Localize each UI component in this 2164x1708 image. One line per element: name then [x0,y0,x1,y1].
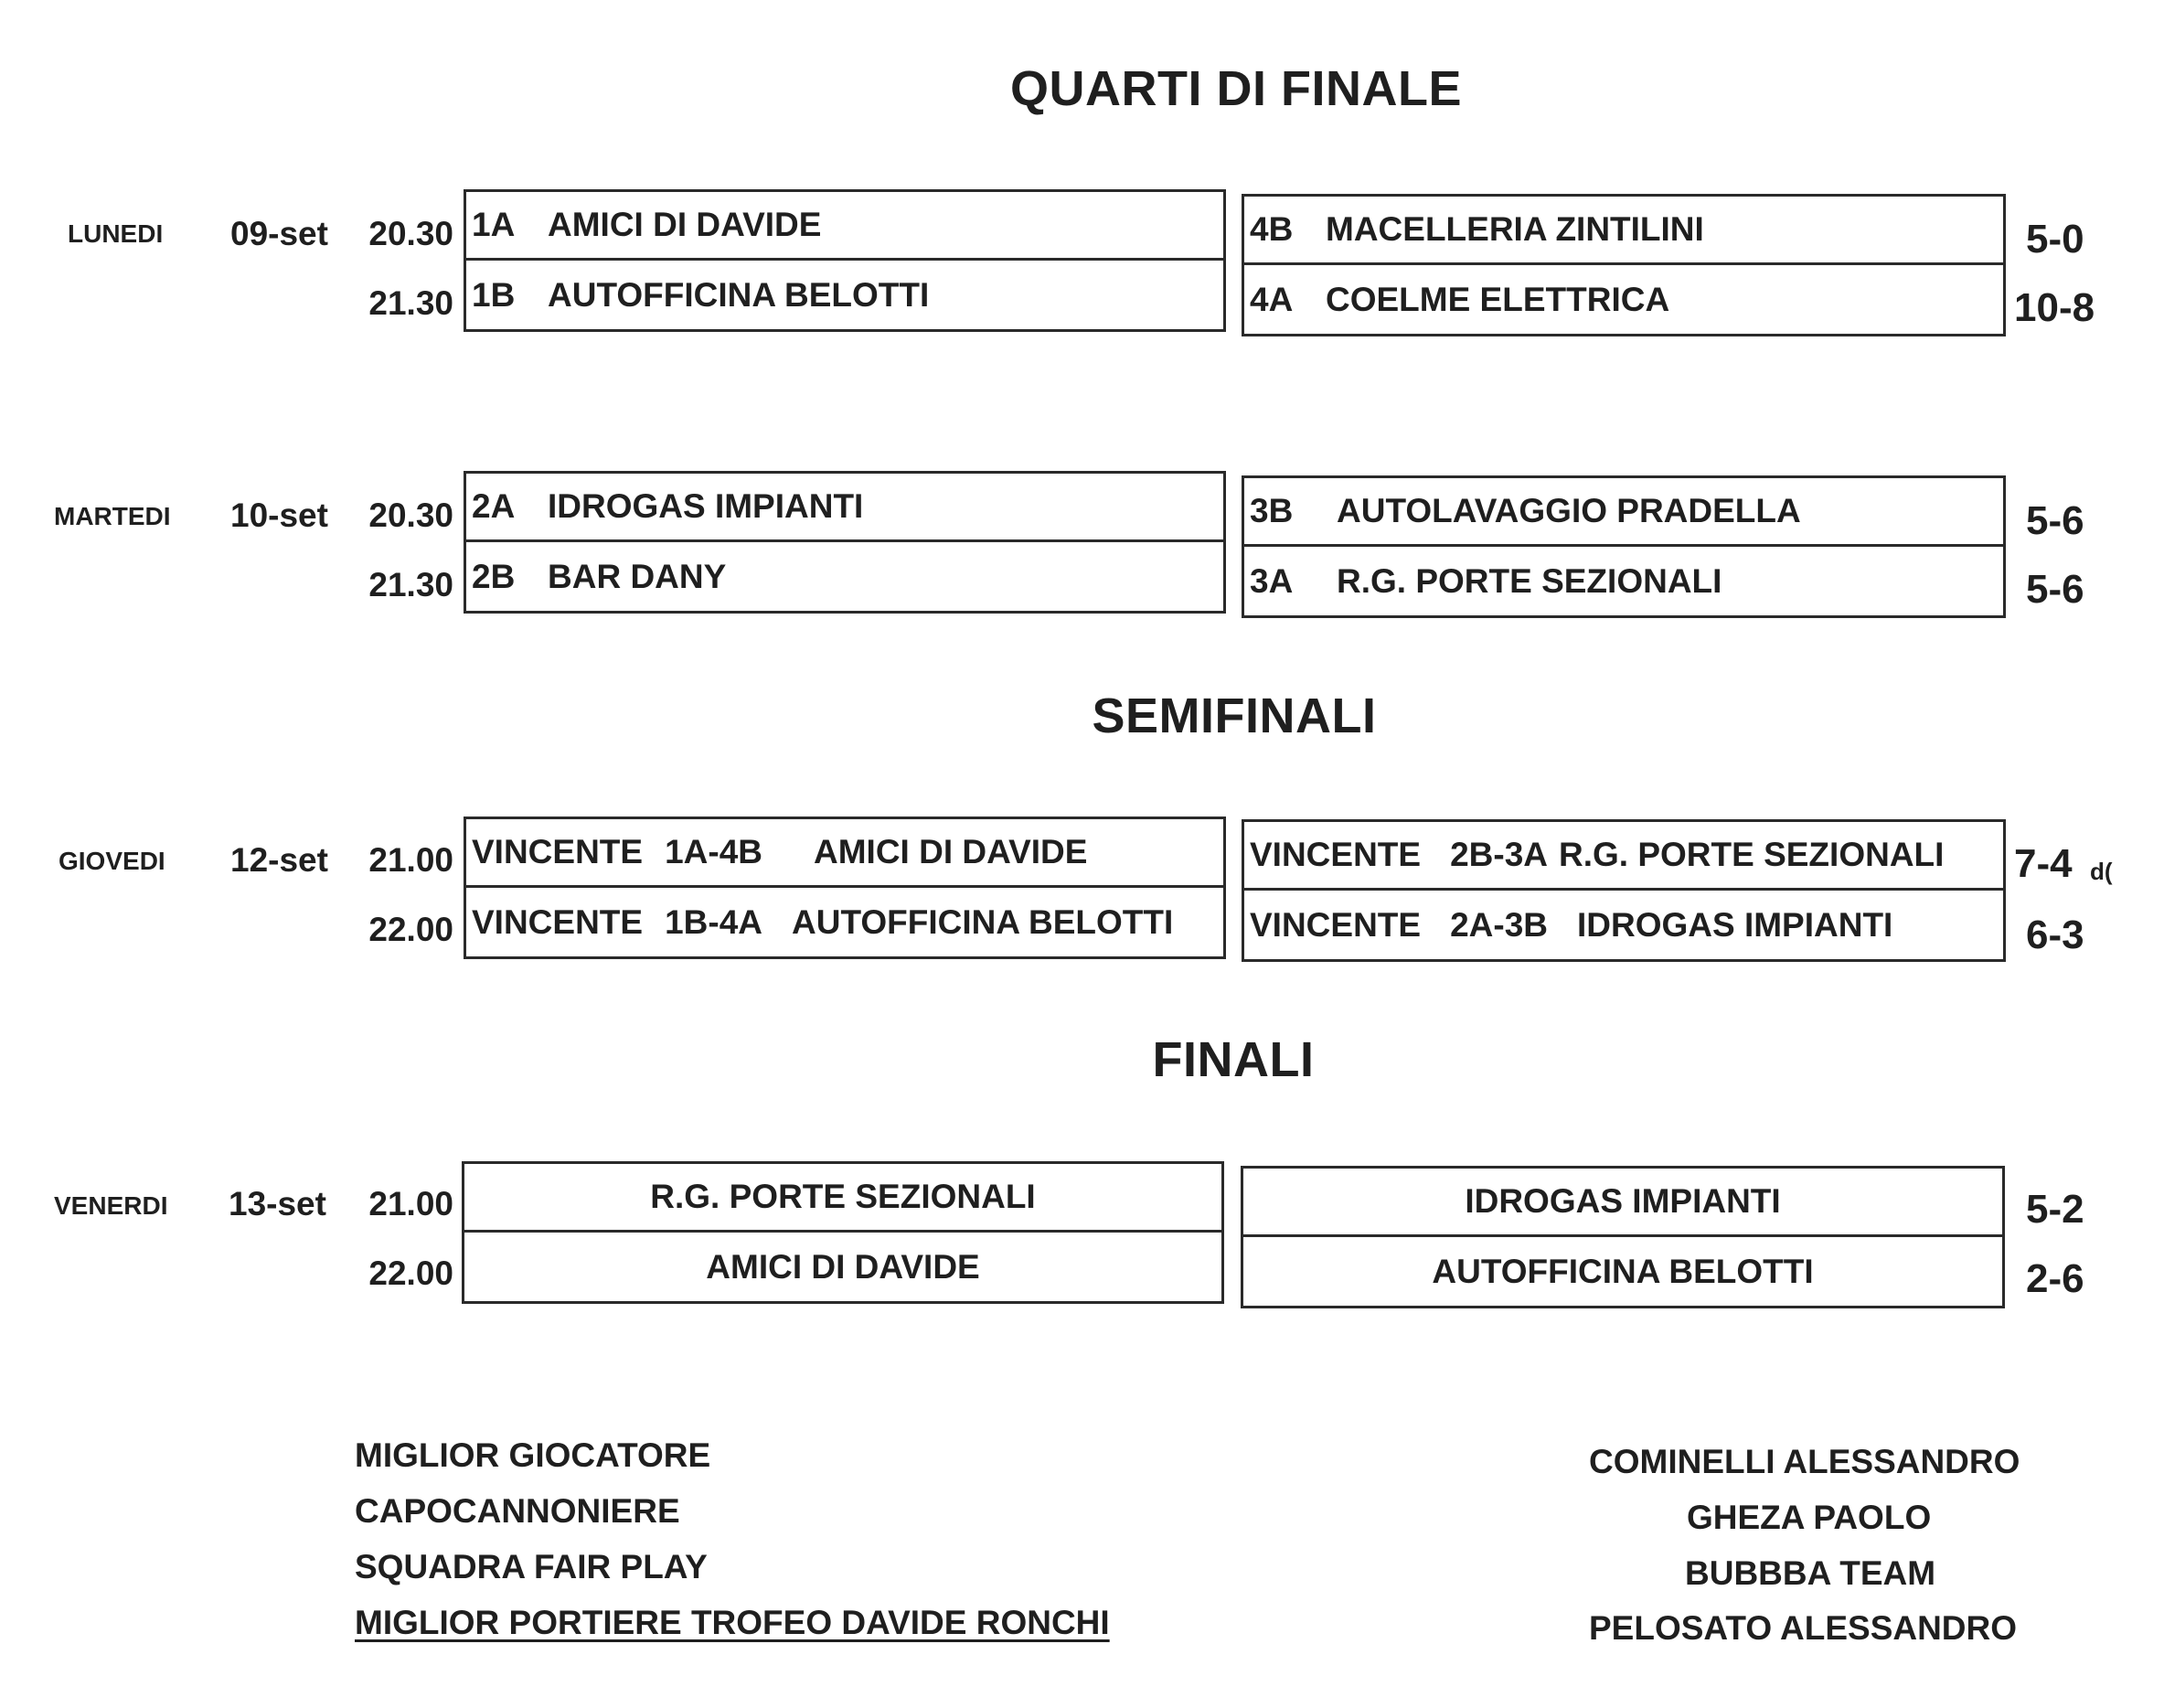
day-label: GIOVEDI [59,847,165,875]
team-code: 1A [472,206,516,243]
match-away-cell [1244,891,2003,959]
finals-title: FINALI [1152,1032,1315,1087]
match-score: 7-4 [2014,841,2073,886]
away-teams-box [1242,475,2006,618]
score-note: d( [2090,858,2113,885]
match-score: 5-0 [2026,217,2084,262]
award-label: MIGLIOR PORTIERE TROFEO DAVIDE RONCHI [355,1604,1110,1641]
match-time: 20.30 [368,215,453,252]
team-name: R.G. PORTE SEZIONALI [650,1178,1036,1215]
day-label: MARTEDI [54,502,171,530]
team-name: R.G. PORTE SEZIONALI [1559,836,1945,873]
award-winner: PELOSATO ALESSANDRO [1589,1609,2018,1647]
match-away-cell [1244,265,2003,334]
match-score: 5-6 [2026,498,2084,543]
team-name: IDROGAS IMPIANTI [548,487,864,525]
award-winner: GHEZA PAOLO [1687,1499,1932,1536]
team-name: COELME ELETTRICA [1326,280,1670,318]
match-score: 2-6 [2026,1256,2084,1301]
team-code: 3A [1250,561,1294,600]
match-home-cell [466,261,1223,329]
match-time: 20.30 [368,496,453,534]
team-name: AUTOLAVAGGIO PRADELLA [1337,492,1801,529]
team-code: 2A [472,487,516,525]
home-teams-box [462,1161,1224,1304]
award-winner: BUBBBA TEAM [1685,1554,1936,1592]
award-label: CAPOCANNONIERE [355,1492,680,1530]
winner-label: VINCENTE [1250,905,1422,944]
match-time: 22.00 [368,911,453,948]
away-teams-box [1241,1166,2005,1308]
award-winner: COMINELLI ALESSANDRO [1589,1443,2020,1480]
winner-label: VINCENTE [1250,836,1422,873]
team-name: AUTOFFICINA BELOTTI [548,275,930,314]
match-time: 21.00 [368,841,453,879]
team-name: AMICI DI DAVIDE [548,206,822,243]
team-name: AUTOFFICINA BELOTTI [1432,1252,1814,1290]
date-label: 10-set [230,496,328,534]
day-label: LUNEDI [68,219,164,248]
date-label: 09-set [230,215,328,252]
match-away-cell [1243,1169,2002,1237]
date-label: 12-set [230,841,328,879]
team-code: 1B-4A [665,902,762,941]
team-code: 2A-3B [1450,905,1548,944]
match-home-cell [466,474,1223,542]
match-away-cell [1244,547,2003,615]
date-label: 13-set [229,1185,326,1222]
quarter-finals-title: QUARTI DI FINALE [1010,61,1462,116]
match-away-cell [1244,478,2003,547]
team-code: 1B [472,275,516,314]
match-home-cell [466,888,1223,956]
team-code: 2B [472,557,516,595]
semi-finals-title: SEMIFINALI [1092,689,1377,743]
home-teams-box [464,817,1226,959]
team-code: 4A [1250,280,1294,318]
match-away-cell [1244,822,2003,891]
match-score: 5-2 [2026,1187,2084,1232]
team-name: IDROGAS IMPIANTI [1465,1182,1781,1220]
team-code: 4B [1250,210,1294,248]
match-home-cell [466,542,1223,611]
winner-label: VINCENTE [472,902,644,941]
match-home-cell [466,192,1223,261]
home-teams-box [464,471,1226,614]
team-name: AMICI DI DAVIDE [814,833,1088,870]
match-home-cell [464,1164,1221,1233]
award-label: SQUADRA FAIR PLAY [355,1548,708,1585]
home-teams-box [464,189,1226,332]
match-score: 5-6 [2026,567,2084,612]
match-home-cell [464,1233,1221,1301]
team-name: AUTOFFICINA BELOTTI [792,902,1174,941]
match-home-cell [466,819,1223,888]
team-name: AMICI DI DAVIDE [706,1247,980,1286]
match-score: 6-3 [2026,913,2084,957]
away-teams-box [1242,194,2006,336]
team-code: 2B-3A [1450,836,1548,873]
winner-label: VINCENTE [472,833,644,870]
team-name: MACELLERIA ZINTILINI [1326,210,1704,248]
match-time: 21.00 [368,1185,453,1222]
away-teams-box [1242,819,2006,962]
award-label: MIGLIOR GIOCATORE [355,1436,711,1474]
team-code: 1A-4B [665,833,762,870]
team-name: R.G. PORTE SEZIONALI [1337,561,1722,600]
match-time: 21.30 [368,566,453,603]
match-time: 21.30 [368,284,453,322]
team-code: 3B [1250,492,1294,529]
match-score: 10-8 [2014,285,2095,330]
team-name: IDROGAS IMPIANTI [1577,905,1893,944]
match-away-cell [1244,197,2003,265]
team-name: BAR DANY [548,557,727,595]
match-time: 22.00 [368,1254,453,1292]
match-away-cell [1243,1237,2002,1306]
day-label: VENERDI [54,1191,168,1220]
